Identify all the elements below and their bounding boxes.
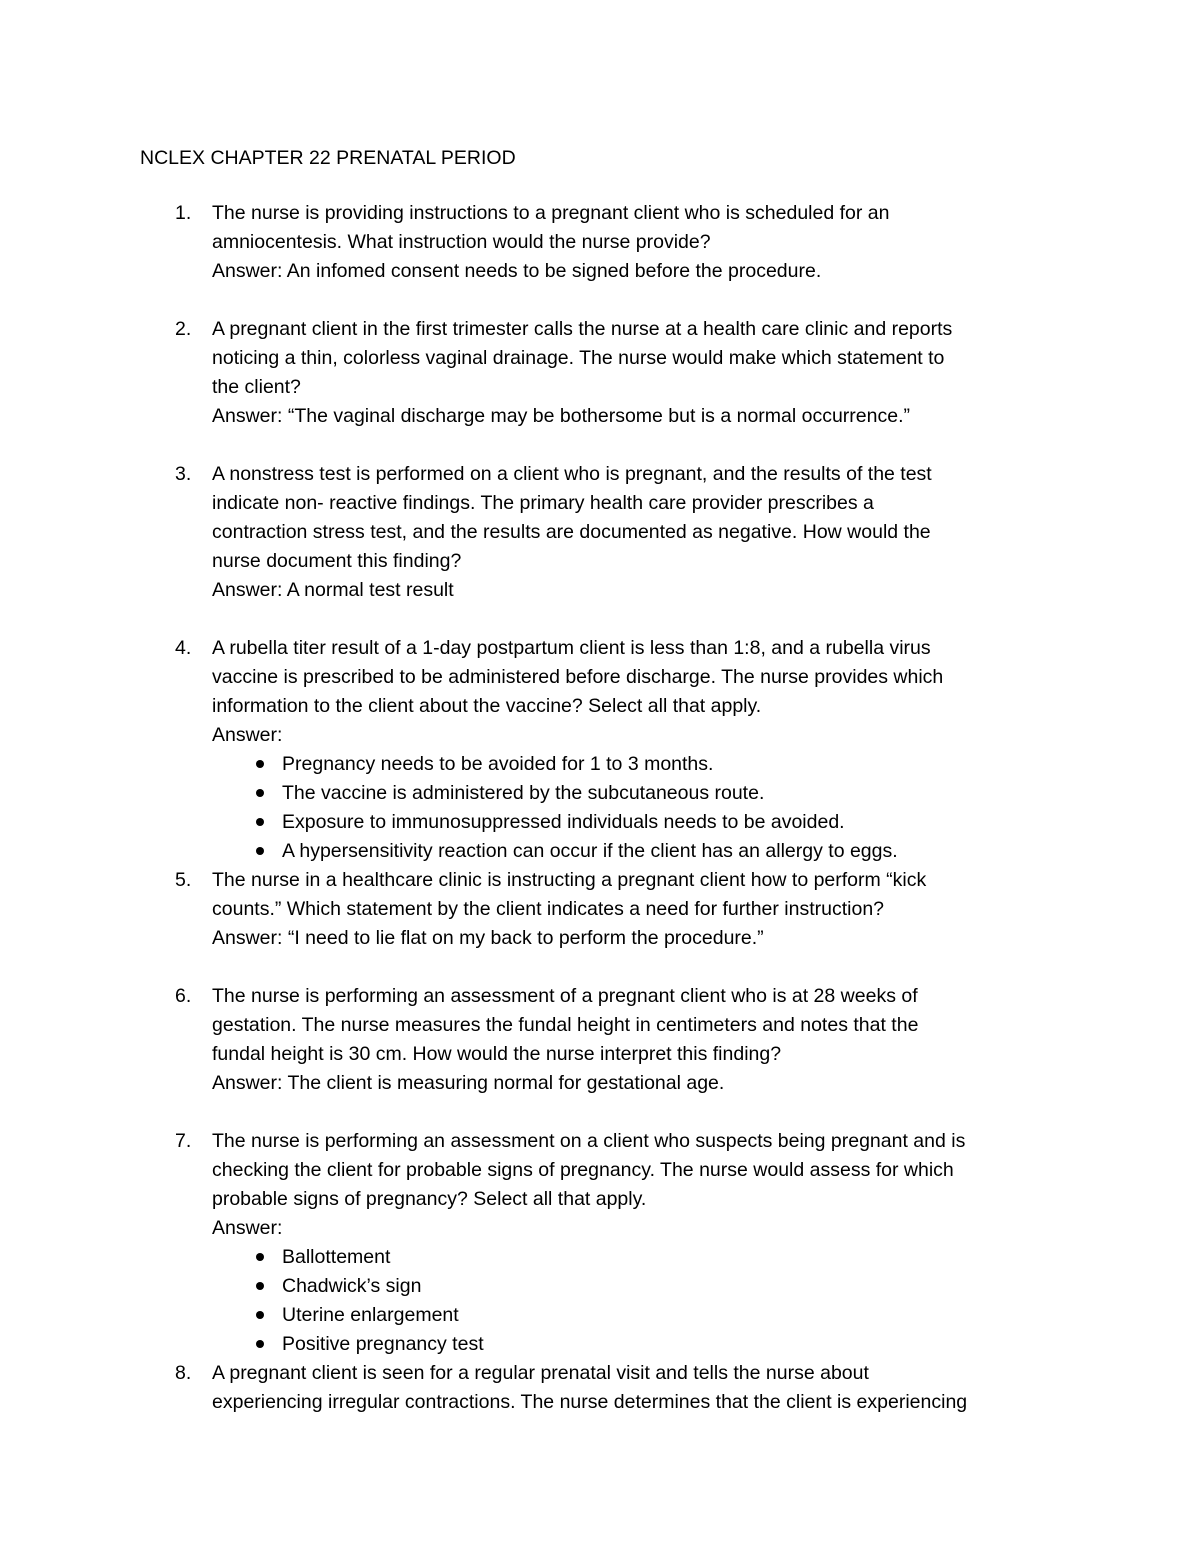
question-item xyxy=(0,982,1072,1098)
question-text-line: nurse document this finding? xyxy=(212,550,462,572)
question-text-line: vaccine is prescribed to be administered before discharge. The nurse provides which xyxy=(212,666,944,688)
question-text-line: Answer: An infomed consent needs to be signed before the procedure. xyxy=(212,260,822,282)
bullet-icon xyxy=(256,1282,264,1290)
question-number: 1. xyxy=(175,202,192,224)
question-text-line: Answer: “I need to lie flat on my back to perform the procedure.” xyxy=(212,927,764,949)
bullet-icon xyxy=(256,818,264,826)
answer-bullet-text: The vaccine is administered by the subcutaneous route. xyxy=(282,782,765,804)
question-text-line: amniocentesis. What instruction would the nurse provide? xyxy=(212,231,711,253)
question-text-line: fundal height is 30 cm. How would the nurse interpret this finding? xyxy=(212,1043,782,1065)
question-text-line: The nurse is providing instructions to a pregnant client who is scheduled for an xyxy=(212,202,890,224)
answer-bullet-text: A hypersensitivity reaction can occur if the client has an allergy to eggs. xyxy=(282,840,898,862)
question-text-line: experiencing irregular contractions. The nurse determines that the client is experiencing xyxy=(212,1391,968,1413)
answer-bullet-list xyxy=(212,750,1072,866)
question-text-line: A pregnant client is seen for a regular prenatal visit and tells the nurse about xyxy=(212,1362,869,1384)
answer-bullet-item xyxy=(212,1301,1072,1330)
question-text-line: The nurse in a healthcare clinic is instructing a pregnant client how to perform “kick xyxy=(212,869,927,891)
question-text-line: checking the client for probable signs of pregnancy. The nurse would assess for which xyxy=(212,1159,954,1181)
question-number: 8. xyxy=(175,1362,192,1384)
question-text-line: gestation. The nurse measures the fundal height in centimeters and notes that the xyxy=(212,1014,919,1036)
question-text-line: contraction stress test, and the results are documented as negative. How would the xyxy=(212,521,931,543)
question-text-line: information to the client about the vaccine? Select all that apply. xyxy=(212,695,762,717)
question-text-line: A pregnant client in the first trimester calls the nurse at a health care clinic and reports xyxy=(212,318,953,340)
question-list xyxy=(0,199,1200,1417)
answer-bullet-item xyxy=(212,1272,1072,1301)
question-item xyxy=(0,866,1072,953)
question-text-line: Answer: The client is measuring normal for gestational age. xyxy=(212,1072,725,1094)
question-text-line: Answer: xyxy=(212,1217,283,1239)
question-text-line: counts.” Which statement by the client indicates a need for further instruction? xyxy=(212,898,885,920)
bullet-icon xyxy=(256,1311,264,1319)
question-text-line: A nonstress test is performed on a client who is pregnant, and the results of the test xyxy=(212,463,932,485)
document-title: NCLEX CHAPTER 22 PRENATAL PERIOD xyxy=(140,147,516,169)
question-number: 3. xyxy=(175,463,192,485)
answer-bullet-item xyxy=(212,837,1072,866)
answer-bullet-text: Positive pregnancy test xyxy=(282,1333,484,1355)
answer-bullet-text: Chadwick’s sign xyxy=(282,1275,422,1297)
question-text-line: the client? xyxy=(212,376,301,398)
question-item xyxy=(0,199,1072,286)
question-number: 6. xyxy=(175,985,192,1007)
question-text-line: Answer: A normal test result xyxy=(212,579,454,601)
answer-bullet-list xyxy=(212,1243,1072,1359)
bullet-icon xyxy=(256,760,264,768)
question-number: 7. xyxy=(175,1130,192,1152)
answer-bullet-item xyxy=(212,779,1072,808)
question-text-line: The nurse is performing an assessment of a pregnant client who is at 28 weeks of xyxy=(212,985,918,1007)
question-text-line: noticing a thin, colorless vaginal drainage. The nurse would make which statement to xyxy=(212,347,945,369)
answer-bullet-item xyxy=(212,808,1072,837)
answer-bullet-text: Pregnancy needs to be avoided for 1 to 3 months. xyxy=(282,753,714,775)
answer-bullet-text: Ballottement xyxy=(282,1246,391,1268)
bullet-icon xyxy=(256,1340,264,1348)
bullet-icon xyxy=(256,789,264,797)
answer-bullet-item xyxy=(212,1243,1072,1272)
question-number: 5. xyxy=(175,869,192,891)
question-number: 4. xyxy=(175,637,192,659)
bullet-icon xyxy=(256,847,264,855)
question-item xyxy=(0,634,1072,866)
question-text-line: The nurse is performing an assessment on a client who suspects being pregnant and is xyxy=(212,1130,966,1152)
question-text-line: probable signs of pregnancy? Select all that apply. xyxy=(212,1188,647,1210)
answer-bullet-text: Uterine enlargement xyxy=(282,1304,459,1326)
question-item xyxy=(0,460,1072,605)
question-item xyxy=(0,1359,1072,1417)
question-item xyxy=(0,315,1072,431)
question-text-line: A rubella titer result of a 1-day postpartum client is less than 1:8, and a rubella virus xyxy=(212,637,931,659)
answer-bullet-item xyxy=(212,750,1072,779)
question-item xyxy=(0,1127,1072,1359)
answer-bullet-text: Exposure to immunosuppressed individuals needs to be avoided. xyxy=(282,811,845,833)
question-text-line: indicate non- reactive findings. The primary health care provider prescribes a xyxy=(212,492,874,514)
question-text-line: Answer: xyxy=(212,724,283,746)
question-number: 2. xyxy=(175,318,192,340)
question-text-line: Answer: “The vaginal discharge may be bothersome but is a normal occurrence.” xyxy=(212,405,910,427)
answer-bullet-item xyxy=(212,1330,1072,1359)
bullet-icon xyxy=(256,1253,264,1261)
